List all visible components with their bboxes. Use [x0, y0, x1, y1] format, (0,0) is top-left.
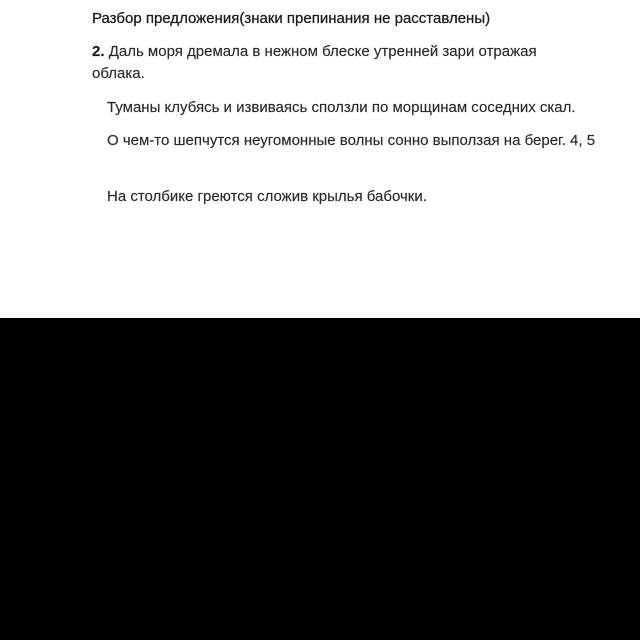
sentence-1-text: Даль моря дремала в нежном блеске утренней зари отражая облака. [92, 43, 537, 82]
sentence-3: О чем-то шепчутся неугомонные волны сонно выползая на берег. 4, 5 [107, 132, 596, 149]
item-number: 2. [92, 43, 105, 60]
sentence-2: Туманы клубясь и извиваясь сползли по морщинам соседних скал. [107, 99, 576, 116]
document-card [0, 0, 640, 318]
sentence-4: На столбике греются сложив крылья бабочки. [107, 188, 427, 205]
sentence-1 [92, 41, 562, 85]
document-title: Разбор предложения(знаки препинания не расставлены) [92, 10, 491, 27]
